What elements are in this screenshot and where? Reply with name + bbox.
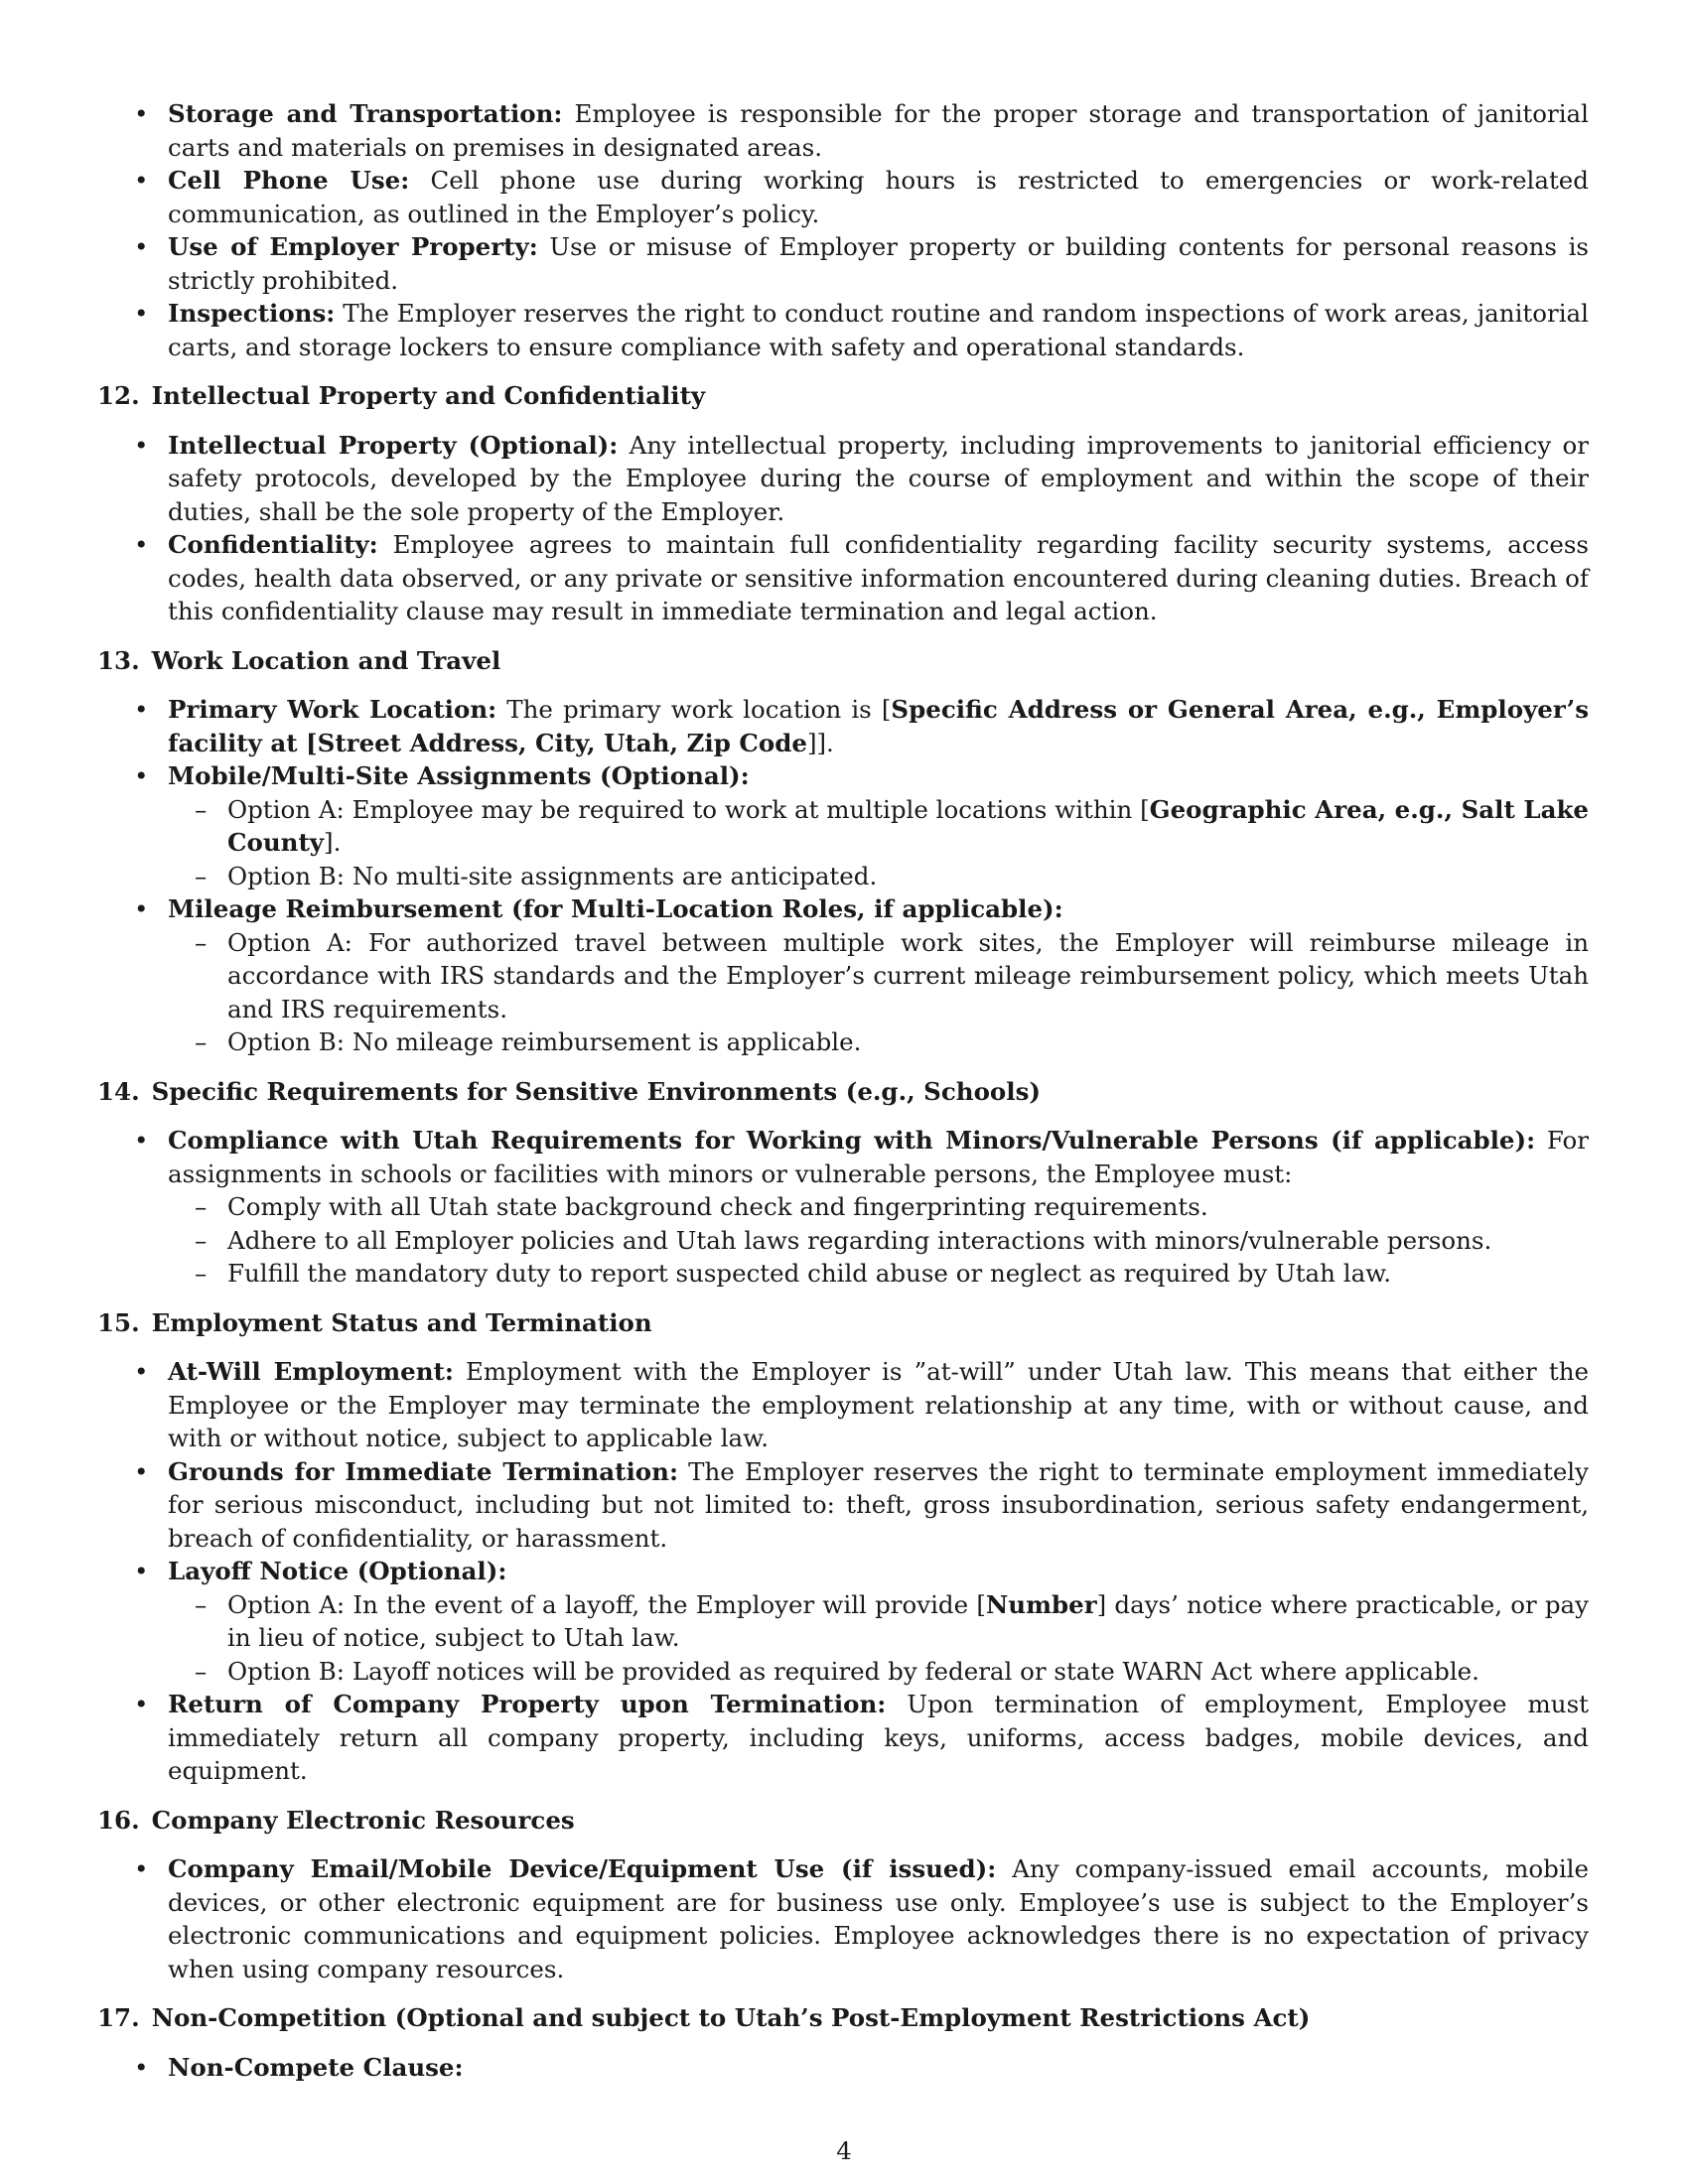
list-item [97,693,1589,759]
item-text: Any intellectual property, including improvements to janitorial efficiency or safety protocols, developed by the Employee during the course of employment and within the scope of their duties, shall be the sole property of the Employer. [168,430,1589,526]
section-number: 13. [97,645,140,675]
section-title: Company Electronic Resources [151,1805,575,1835]
item-label: Primary Work Location: [168,695,497,724]
section-heading-16 [97,1804,1589,1838]
list-item [97,1124,1589,1291]
requirement-item: – Comply with all Utah state background check and fingerprinting requirements. [168,1190,1589,1224]
item-text: ]]. [806,728,834,757]
section-heading-15 [97,1306,1589,1340]
option-item: – Option B: No mileage reimbursement is applicable. [168,1025,1589,1059]
item-text: Employment with the Employer is ”at-will” under Utah law. This means that either the Employee or the Employer may terminate the employment relationship at any time, with or without cause, and with or without notice, subject to applicable law. [168,1357,1589,1452]
requirement-list [168,1190,1589,1291]
list-item [97,759,1589,892]
item-label: Use of Employer Property: [168,232,538,261]
option-item [168,793,1589,860]
item-label: Confidentiality: [168,530,378,559]
section-number: 12. [97,381,140,410]
item-text: Cell phone use during working hours is restricted to emergencies or work-related communication, as outlined in the Employer’s policy. [168,166,1589,228]
requirement-item: – Adhere to all Employer policies and Utah laws regarding interactions with minors/vulnerable persons. [168,1224,1589,1258]
document-body [97,97,1589,2084]
section-heading-13 [97,644,1589,678]
section-12-list [97,429,1589,628]
section-15-list [97,1355,1589,1788]
section-14-list [97,1124,1589,1291]
item-text: Employee is responsible for the proper storage and transportation of janitorial carts and materials on premises in designated areas. [168,99,1589,162]
list-item [97,1688,1589,1788]
option-list [168,793,1589,893]
section-heading-17 [97,2001,1589,2035]
option-text: Option A: In the event of a layoff, the Employer will provide [ [227,1589,986,1619]
item-text: Upon termination of employment, Employee must immediately return all company property, including keys, uniforms, access badges, mobile devices, and equipment. [168,1690,1589,1785]
option-text: Option A: Employee may be required to work at multiple locations within [ [227,794,1150,824]
section-number: 17. [97,2003,140,2032]
item-label: Layoff Notice (Optional): [168,1557,507,1585]
section-13-list [97,693,1589,1059]
section-11-list [97,97,1589,363]
item-label: Non-Compete Clause: [168,2052,464,2082]
item-text: Any company-issued email accounts, mobile devices, or other electronic equipment are for business use only. Employee’s use is subject to the Employer’s electronic communications and equipment policies. Employee acknowledges there is no expectation of privacy when using company resources. [168,1854,1589,1983]
item-label: Cell Phone Use: [168,166,410,195]
section-heading-14 [97,1075,1589,1109]
list-item [97,2051,1589,2085]
item-text: For assignments in schools or facilities with minors or vulnerable persons, the Employee must: [168,1126,1589,1188]
item-label: Return of Company Property upon Termination: [168,1690,887,1718]
section-title: Specific Requirements for Sensitive Environments (e.g., Schools) [151,1076,1041,1106]
option-list [168,1588,1589,1689]
section-title: Non-Competition (Optional and subject to Utah’s Post-Employment Restrictions Act) [151,2003,1311,2032]
option-item: – Option B: No multi-site assignments are anticipated. [168,860,1589,893]
section-title: Employment Status and Termination [151,1307,652,1337]
section-17-list [97,2051,1589,2085]
list-item [97,1455,1589,1556]
list-item [97,97,1589,164]
item-label: Company Email/Mobile Device/Equipment Use (if issued): [168,1854,997,1883]
item-text: The Employer reserves the right to terminate employment immediately for serious misconduct, including but not limited to: theft, gross insubordination, serious safety endangerment, breach of confidentiality, or harassment. [168,1456,1589,1553]
section-heading-12 [97,379,1589,413]
list-item [97,892,1589,1059]
list-item [97,1852,1589,1985]
list-item [97,1555,1589,1688]
list-item [97,429,1589,529]
list-item [97,164,1589,230]
placeholder-text: Street Address, City, Utah, Zip Code [317,728,807,757]
item-label: Intellectual Property (Optional): [168,430,619,460]
item-text: The primary work location is [ [496,695,892,724]
placeholder-text: Number [985,1589,1097,1619]
section-number: 16. [97,1805,140,1835]
item-label: Mileage Reimbursement (for Multi-Location Roles, if applicable): [168,894,1063,923]
item-text: Employee agrees to maintain full confidentiality regarding facility security systems, access codes, health data observed, or any private or sensitive information encountered during cleaning duties. Breach of this confidentiality clause may result in immediate termination and legal action. [168,530,1589,625]
section-title: Intellectual Property and Confidentiality [151,381,706,410]
option-item: – Option B: Layoff notices will be provided as required by federal or state WARN Act where applicable. [168,1655,1589,1689]
item-text: Use or misuse of Employer property or building contents for personal reasons is strictly prohibited. [168,232,1589,295]
item-label: Inspections: [168,299,336,328]
option-item: – Option A: For authorized travel between multiple work sites, the Employer will reimburse mileage in accordance with IRS standards and the Employer’s current mileage reimbursement policy, which meets Utah and IRS requirements. [168,926,1589,1026]
list-item [97,297,1589,363]
option-item [168,1588,1589,1655]
item-label: At-Will Employment: [168,1357,454,1386]
placeholder-text: Specific Address or General Area, e.g., Employer’s facility at [ [168,695,1589,757]
item-text: The Employer reserves the right to conduct routine and random inspections of work areas, janitorial carts, and storage lockers to ensure compliance with safety and operational standards. [168,299,1589,361]
option-list [168,926,1589,1059]
list-item [97,1355,1589,1455]
item-label: Grounds for Immediate Termination: [168,1456,678,1486]
item-label: Compliance with Utah Requirements for Working with Minors/Vulnerable Persons (if applicable): [168,1126,1536,1155]
page-number: 4 [836,2136,852,2165]
option-text: ] days’ notice where practicable, or pay in lieu of notice, subject to Utah law. [227,1589,1589,1652]
section-title: Work Location and Travel [151,645,501,675]
item-label: Storage and Transportation: [168,99,563,128]
requirement-item: – Fulfill the mandatory duty to report suspected child abuse or neglect as required by Utah law. [168,1257,1589,1291]
section-16-list [97,1852,1589,1985]
item-label: Mobile/Multi-Site Assignments (Optional): [168,761,750,790]
option-text: ]. [324,828,342,857]
section-number: 15. [97,1307,140,1337]
placeholder-text: Geographic Area, e.g., Salt Lake County [227,794,1590,857]
list-item [97,230,1589,297]
list-item [97,528,1589,628]
section-number: 14. [97,1076,140,1106]
